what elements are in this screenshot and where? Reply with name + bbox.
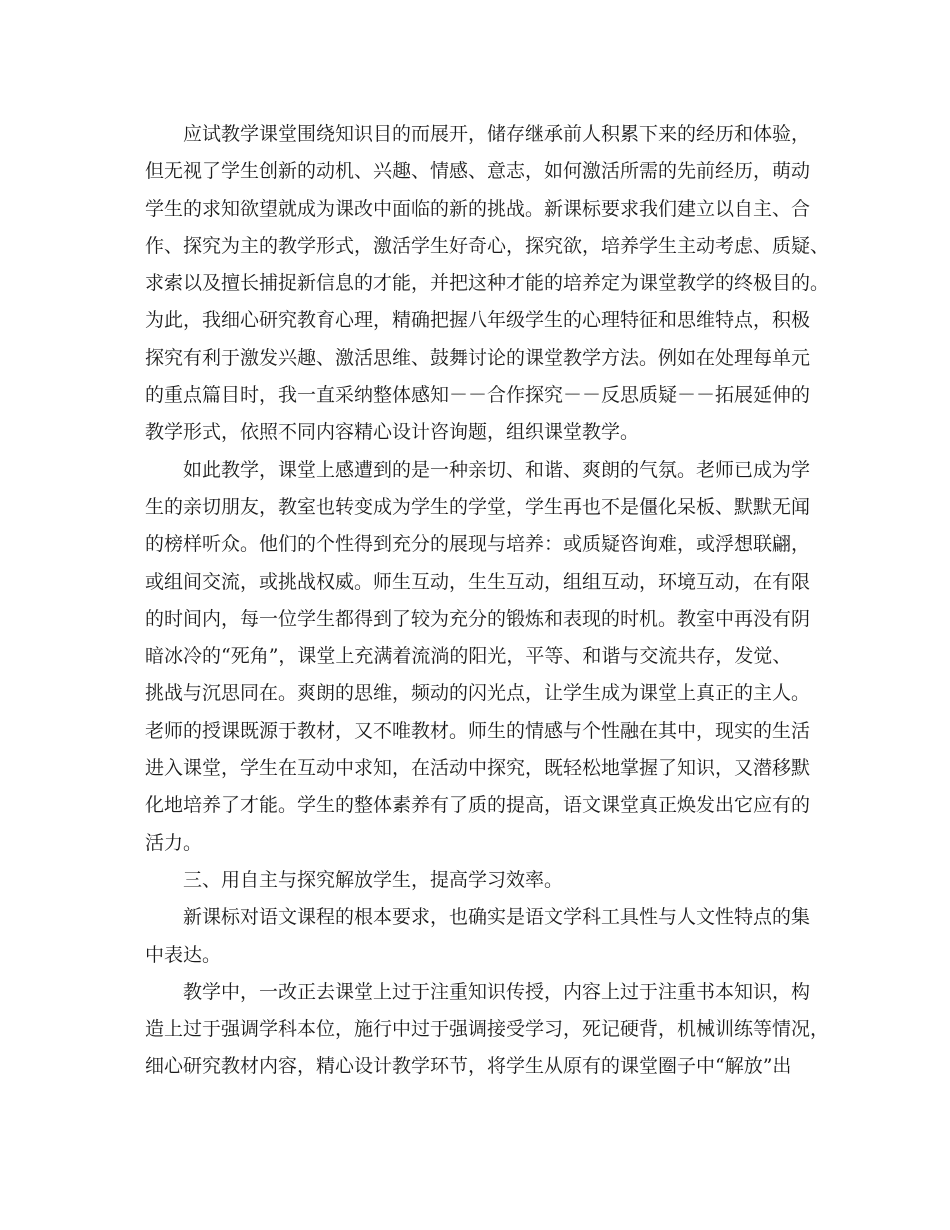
section-heading: 三、用自主与探究解放学生，提高学习效率。 (183, 868, 564, 891)
text-line: 教学形式，依照不同内容精心设计咨询题，组织课堂教学。 (145, 421, 640, 444)
text-line: 造上过于强调学科本位，施行中过于强调接受学习，死记硬背，机械训练等情况， (145, 1018, 830, 1041)
text-line: 求索以及擅长捕捉新信息的才能，并把这种才能的培养定为课堂教学的终极目的。 (145, 272, 830, 295)
text-line: 应试教学课堂围绕知识目的而展开，储存继承前人积累下来的经历和体验， (183, 123, 811, 145)
text-line: 中表达。 (145, 943, 222, 966)
text-line: 探究有利于激发兴趣、激活思维、鼓舞讨论的课堂教学方法。例如在处理每单元 (145, 346, 811, 369)
text-line: 或组间交流，或挑战权威。师生互动，生生互动，组组互动，环境互动，在有限 (145, 570, 811, 593)
text-line: 的重点篇目时，我一直采纳整体感知－－合作探究－－反思质疑－－拓展延伸的 (145, 384, 811, 407)
text-line: 挑战与沉思同在。爽朗的思维，频动的闪光点，让学生成为课堂上真正的主人。 (145, 682, 811, 705)
text-line: 如此教学，课堂上感遭到的是一种亲切、和谐、爽朗的气氛。老师已成为学 (183, 458, 811, 481)
text-line: 为此，我细心研究教育心理，精确把握八年级学生的心理特征和思维特点，积极 (145, 309, 811, 332)
text-line: 老师的授课既源于教材，又不唯教材。师生的情感与个性融在其中，现实的生活 (145, 719, 811, 742)
text-line: 的榜样听众。他们的个性得到充分的展现与培养：或质疑咨询难，或浮想联翩， (145, 533, 811, 556)
text-line: 新课标对语文课程的根本要求，也确实是语文学科工具性与人文性特点的集 (183, 906, 811, 929)
text-line: 教学中，一改正去课堂上过于注重知识传授，内容上过于注重书本知识，构 (183, 980, 811, 1003)
text-line: 化地培养了才能。学生的整体素养有了质的提高，语文课堂真正焕发出它应有的 (145, 794, 811, 817)
text-line: 细心研究教材内容，精心设计教学环节，将学生从原有的课堂圈子中“解放”出 (145, 1055, 792, 1078)
text-line: 作、探究为主的教学形式，激活学生好奇心，探究欲，培养学生主动考虑、质疑、 (145, 234, 830, 257)
text-line: 但无视了学生创新的动机、兴趣、情感、意志，如何激活所需的先前经历，萌动 (145, 160, 811, 183)
text-line: 进入课堂，学生在互动中求知，在活动中探究，既轻松地掌握了知识，又潜移默 (145, 757, 811, 780)
text-line: 暗冰冷的“死角”，课堂上充满着流淌的阳光，平等、和谐与交流共存，发觉、 (145, 645, 792, 668)
document-body (145, 116, 830, 1086)
text-line: 活力。 (145, 831, 203, 854)
text-line: 生的亲切朋友，教室也转变成为学生的学堂，学生再也不是僵化呆板、默默无闻 (145, 495, 811, 518)
text-line: 的时间内，每一位学生都得到了较为充分的锻炼和表现的时机。教室中再没有阴 (145, 607, 811, 630)
text-line: 学生的求知欲望就成为课改中面临的新的挑战。新课标要求我们建立以自主、合 (145, 197, 811, 220)
